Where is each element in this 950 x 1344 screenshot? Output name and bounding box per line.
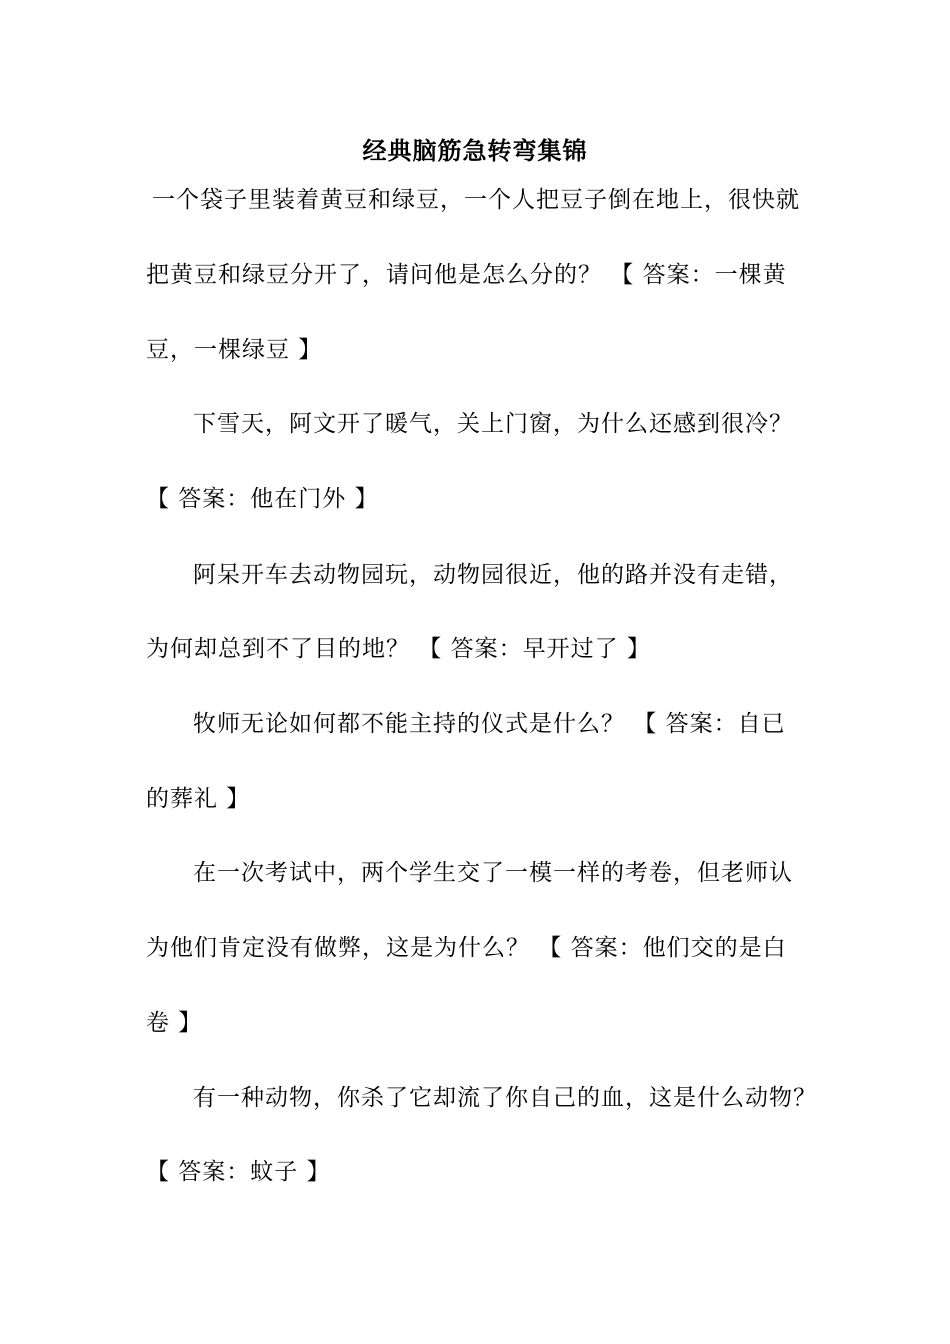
text-line: 卷 】 [146,1010,203,1036]
text-line: 下雪天，阿文开了暖气，关上门窗，为什么还感到很冷？ [193,411,793,437]
text-line: 的葬礼 】 [146,786,251,812]
text-line: 为何却总到不了目的地？ 【 答案：早开过了 】 [146,636,651,662]
text-line: 为他们肯定没有做弊，这是为什么？ 【 答案：他们交的是白 [146,935,787,961]
text-line: 豆，一棵绿豆 】 [146,337,323,363]
text-line: 把黄豆和绿豆分开了，请问他是怎么分的？ 【 答案：一棵黄 [146,262,787,288]
text-line: 一个袋子里装着黄豆和绿豆，一个人把豆子倒在地上，很快就 [152,187,800,213]
text-line: 【 答案：蚊子 】 [146,1159,331,1185]
document-title: 经典脑筋急转弯集锦 [362,136,588,165]
text-line: 在一次考试中，两个学生交了一模一样的考卷，但老师认 [193,860,793,886]
text-line: 阿呆开车去动物园玩，动物园很近，他的路并没有走错， [193,562,793,588]
text-line: 【 答案：他在门外 】 [146,486,379,512]
text-line: 有一种动物，你杀了它却流了你自己的血，这是什么动物？ [193,1085,817,1111]
text-line: 牧师无论如何都不能主持的仪式是什么？ 【 答案：自已 [193,711,786,737]
